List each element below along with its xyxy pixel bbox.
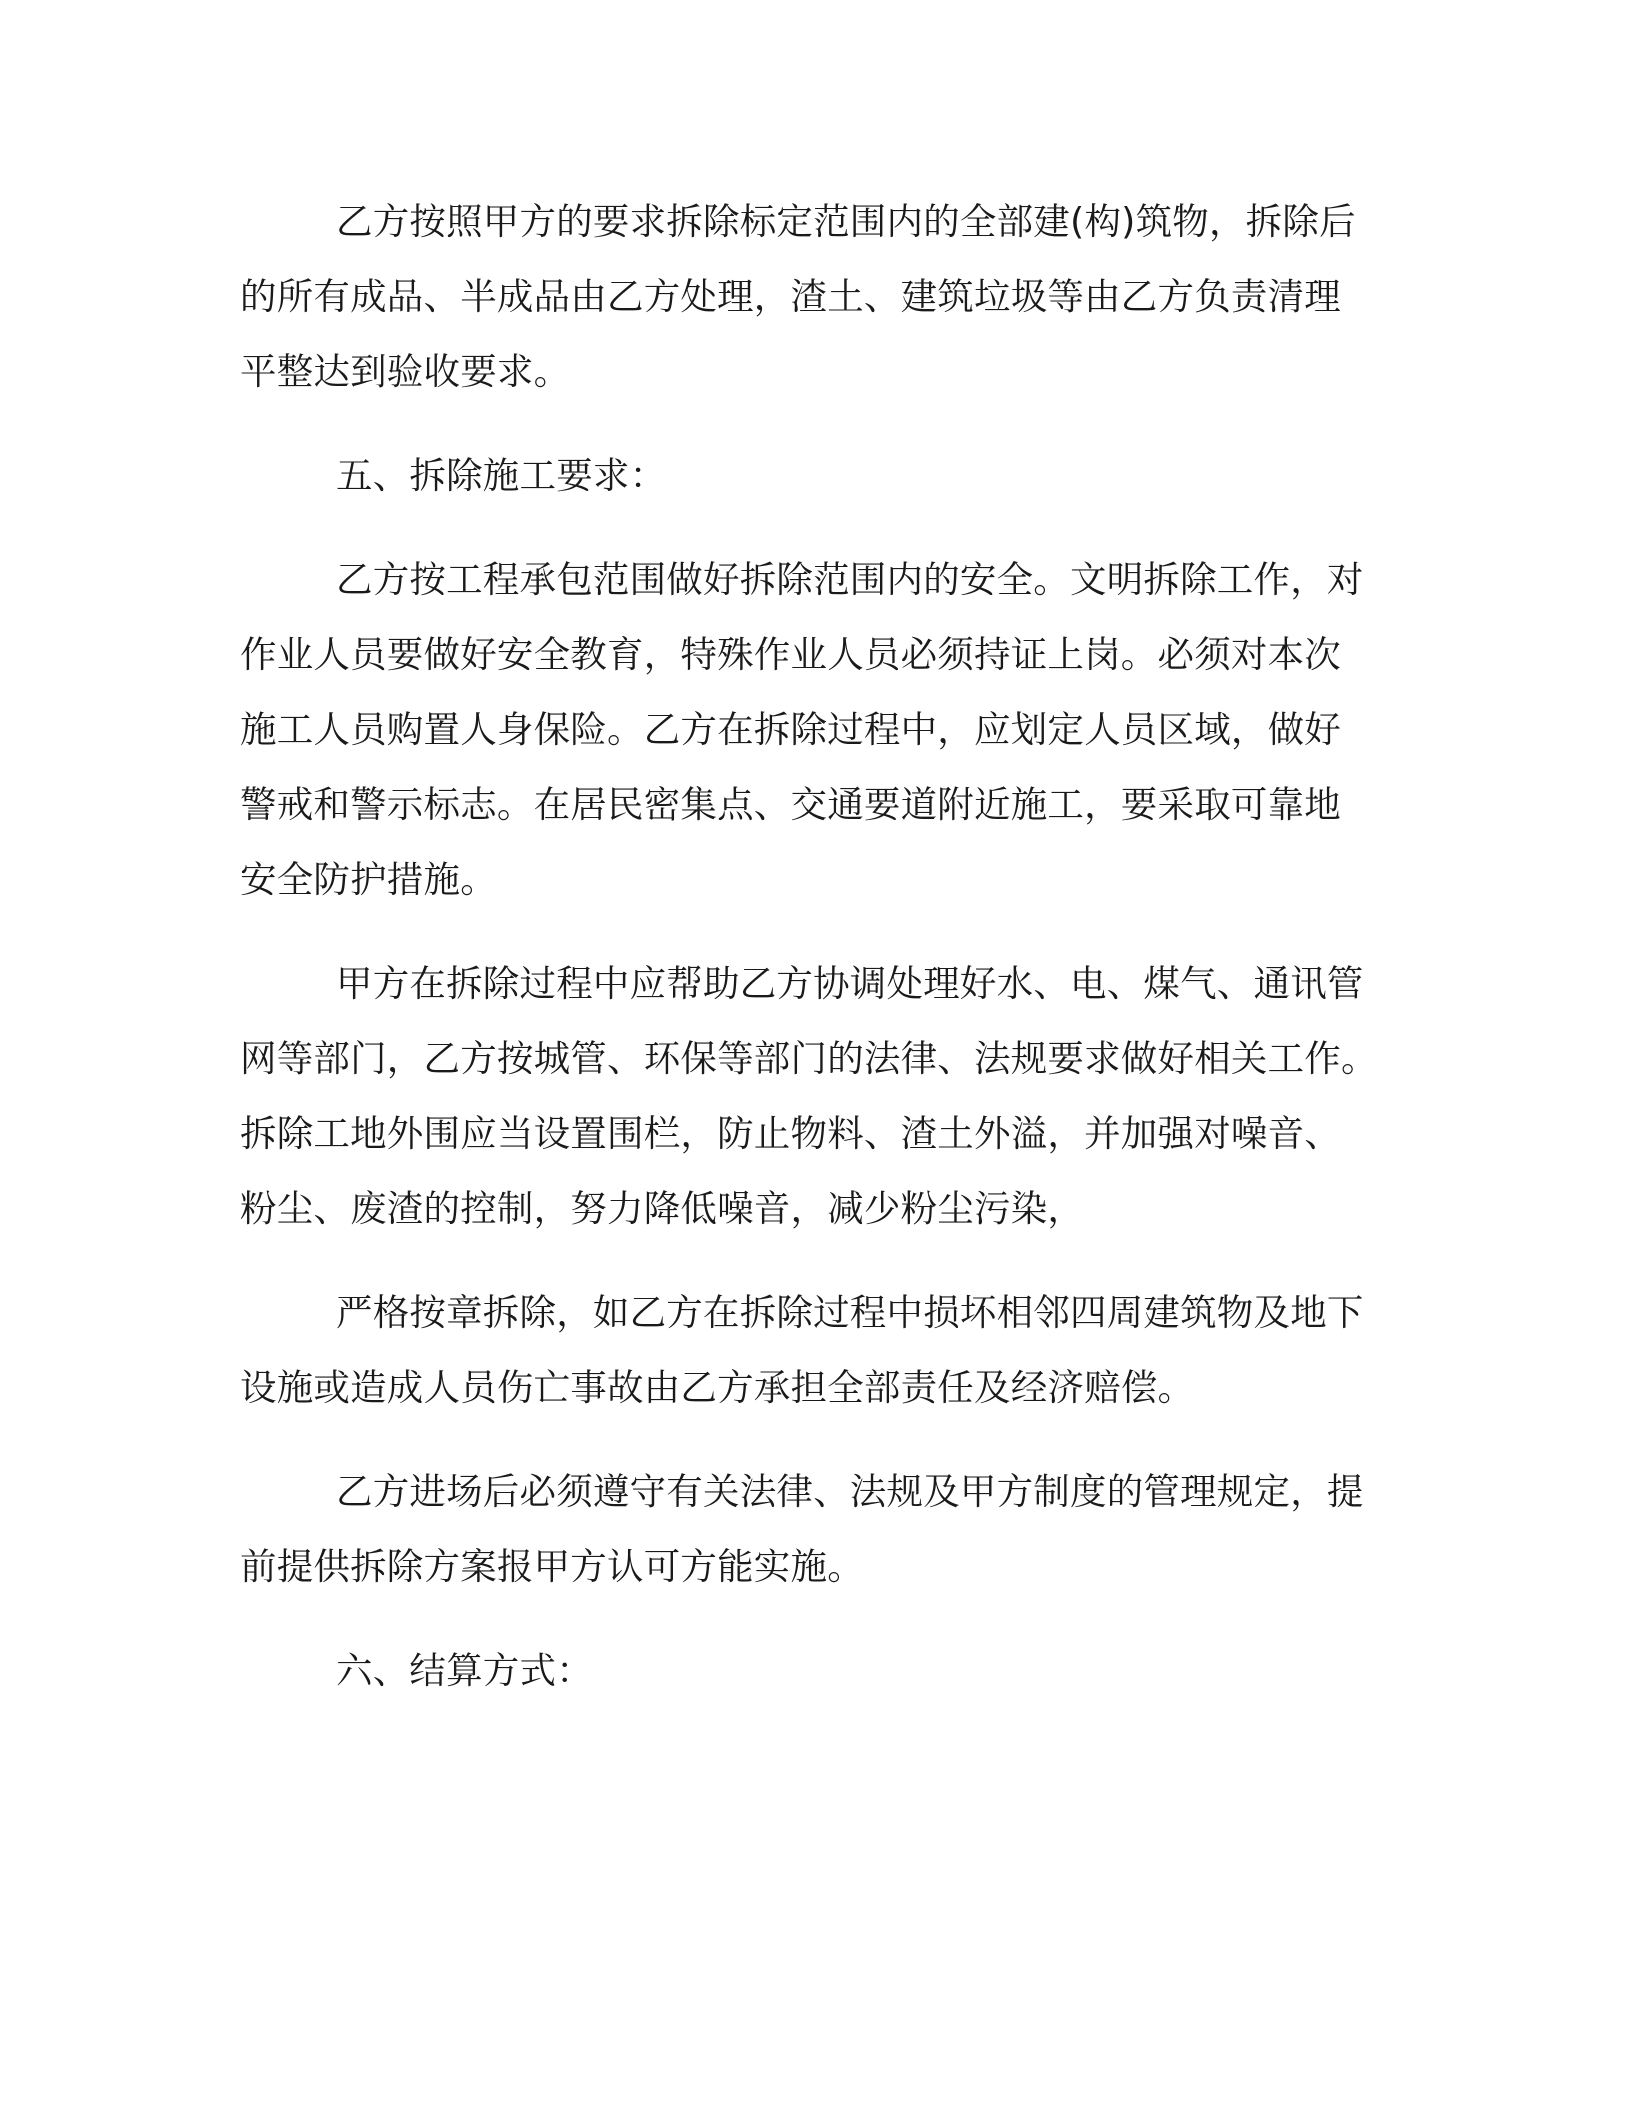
paragraph-liability — [240, 1275, 1380, 1425]
text-line: 乙方按工程承包范围做好拆除范围内的安全。文明拆除工作，对 — [336, 558, 1364, 601]
section-heading-6: 六、结算方式： — [336, 1649, 593, 1692]
text-line: 前提供拆除方案报甲方认可方能实施。 — [240, 1545, 864, 1588]
paragraph-demolition-scope — [240, 184, 1380, 409]
text-line: 拆除工地外围应当设置围栏，防止物料、渣土外溢，并加强对噪音、 — [240, 1112, 1341, 1155]
text-line: 乙方按照甲方的要求拆除标定范围内的全部建(构)筑物，拆除后 — [336, 200, 1356, 243]
text-line: 设施或造成人员伤亡事故由乙方承担全部责任及经济赔偿。 — [240, 1366, 1195, 1409]
paragraph-compliance — [240, 1454, 1380, 1604]
text-line: 安全防护措施。 — [240, 858, 497, 901]
text-line: 粉尘、废渣的控制，努力降低噪音，减少粉尘污染， — [240, 1187, 1085, 1230]
text-line: 平整达到验收要求。 — [240, 350, 571, 393]
text-line: 的所有成品、半成品由乙方处理，渣土、建筑垃圾等由乙方负责清理 — [240, 275, 1341, 318]
text-line: 施工人员购置人身保险。乙方在拆除过程中，应划定人员区域，做好 — [240, 708, 1341, 751]
text-line: 作业人员要做好安全教育，特殊作业人员必须持证上岗。必须对本次 — [240, 633, 1341, 676]
text-line: 乙方进场后必须遵守有关法律、法规及甲方制度的管理规定，提 — [336, 1470, 1364, 1513]
paragraph-safety-requirements — [240, 542, 1380, 917]
text-line: 警戒和警示标志。在居民密集点、交通要道附近施工，要采取可靠地 — [240, 783, 1341, 826]
text-line: 严格按章拆除，如乙方在拆除过程中损坏相邻四周建筑物及地下 — [336, 1291, 1364, 1334]
document-body — [240, 184, 1380, 1737]
paragraph-coordination — [240, 946, 1380, 1246]
text-line: 网等部门，乙方按城管、环保等部门的法律、法规要求做好相关工作。 — [240, 1037, 1378, 1080]
text-line: 甲方在拆除过程中应帮助乙方协调处理好水、电、煤气、通讯管 — [336, 962, 1364, 1005]
section-heading-5: 五、拆除施工要求： — [336, 454, 667, 497]
